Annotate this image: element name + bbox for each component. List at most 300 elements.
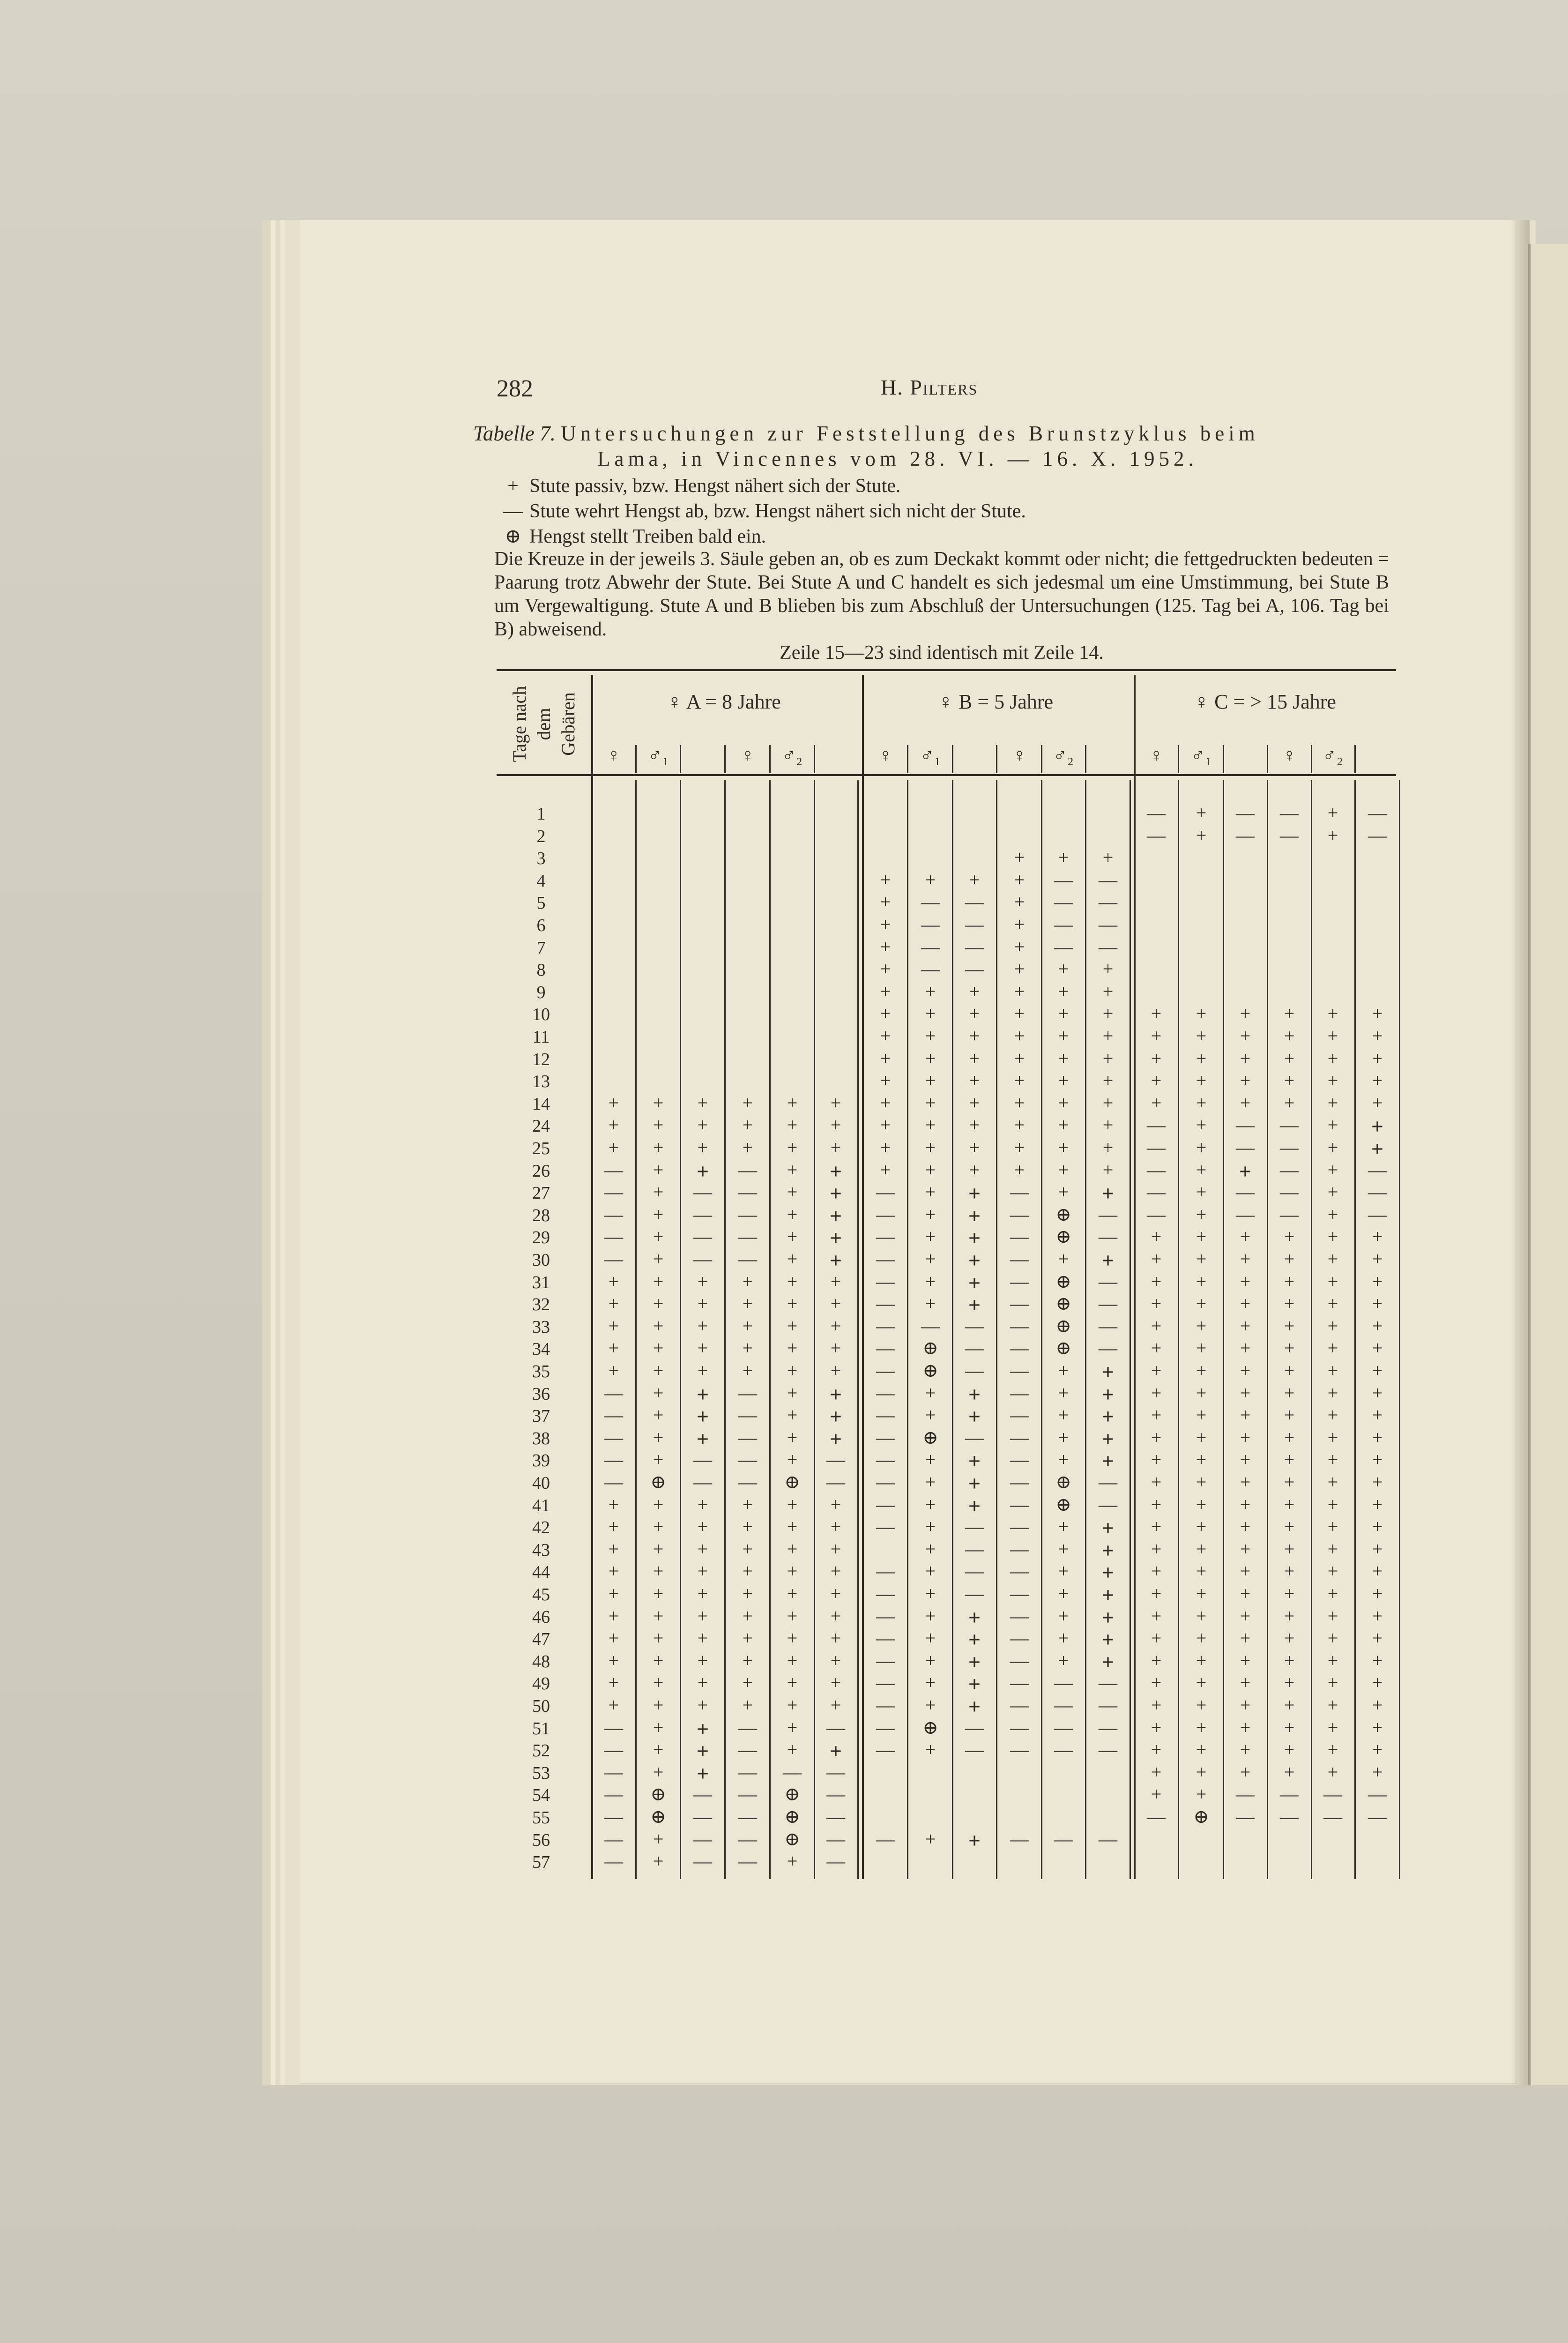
table-cell: — <box>876 1203 895 1225</box>
table-cell: + <box>787 1851 798 1872</box>
table-cell: + <box>1014 958 1025 980</box>
row-day-label: 29 <box>532 1228 550 1248</box>
table-cell: + <box>1151 1761 1162 1783</box>
facing-page-edge <box>1528 244 1568 2085</box>
table-cell: + <box>1058 1449 1069 1470</box>
table-cell: + <box>697 1694 708 1716</box>
row-day-label: 52 <box>532 1741 550 1761</box>
table-cell: — <box>965 914 984 935</box>
column-subheader: ♀ <box>741 745 755 766</box>
table-cell: + <box>697 1114 708 1136</box>
table-cell: + <box>1102 1114 1114 1136</box>
table-cell: + <box>968 1248 981 1272</box>
table-cell: + <box>1196 1025 1207 1046</box>
table-cell: + <box>608 1649 619 1671</box>
table-cell: — <box>604 1739 623 1761</box>
table-cell: + <box>880 1092 891 1113</box>
table-cell: + <box>742 1583 753 1604</box>
row-day-label: 49 <box>532 1674 550 1694</box>
row-day-label: 44 <box>532 1562 550 1582</box>
row-day-label: 31 <box>532 1272 550 1292</box>
subheader-separator <box>635 745 637 773</box>
column-subheader: ♀ <box>1282 745 1296 766</box>
table-cell: + <box>653 1382 664 1403</box>
row-day-label: 13 <box>532 1072 550 1092</box>
caption-label: Tabelle 7. <box>473 422 556 445</box>
column-line <box>635 780 637 1879</box>
table-cell: — <box>1236 1806 1255 1827</box>
table-cell: + <box>925 1070 936 1091</box>
row-day-label: 53 <box>532 1763 550 1783</box>
table-cell: — <box>1010 1828 1029 1850</box>
table-cell: + <box>925 1516 936 1537</box>
table-cell: + <box>969 1092 980 1113</box>
table-cell: — <box>738 1761 757 1783</box>
table-cell: + <box>787 1226 798 1247</box>
table-cell: — <box>693 1806 712 1827</box>
table-cell: + <box>1372 1025 1383 1046</box>
table-cell: + <box>1284 1583 1295 1604</box>
table-cell: + <box>1058 1649 1069 1671</box>
table-cell: + <box>1014 1114 1025 1136</box>
table-cell: — <box>965 1360 984 1381</box>
table-cell: + <box>1240 1449 1251 1470</box>
table-cell: + <box>1151 1360 1162 1381</box>
table-cell: + <box>742 1538 753 1560</box>
table-cell: + <box>1372 1516 1383 1537</box>
table-cell: + <box>1101 1181 1115 1206</box>
table-cell: + <box>608 1360 619 1381</box>
table-cell: + <box>880 1003 891 1024</box>
table-cell: — <box>876 1315 895 1336</box>
table-cell: + <box>1151 1449 1162 1470</box>
table-cell: + <box>1372 1426 1383 1448</box>
table-cell: + <box>925 1226 936 1247</box>
subheader-separator <box>1178 745 1179 773</box>
table-cell: + <box>1327 1270 1338 1292</box>
table-cell: ⊕ <box>1055 1293 1071 1314</box>
table-cell: — <box>876 1248 895 1269</box>
table-cell: + <box>1102 847 1114 868</box>
table-cell: + <box>1372 1270 1383 1292</box>
table-cell: + <box>968 1828 981 1852</box>
table-cell: + <box>1151 1583 1162 1604</box>
table-cell: — <box>1010 1471 1029 1492</box>
table-cell: — <box>604 1783 623 1805</box>
table-cell: + <box>829 1159 842 1183</box>
table-cell: + <box>1240 1560 1251 1582</box>
row-header-cell <box>499 684 588 764</box>
table-cell: + <box>1372 1047 1383 1069</box>
table-cell: + <box>1284 1003 1295 1024</box>
table-cell: + <box>697 1516 708 1537</box>
table-cell: + <box>880 1114 891 1136</box>
table-cell: + <box>742 1114 753 1136</box>
table-cell: + <box>1196 1605 1207 1627</box>
table-cell: + <box>608 1538 619 1560</box>
table-cell: + <box>925 1627 936 1649</box>
table-cell: + <box>1058 1070 1069 1091</box>
table-cell: + <box>1284 1025 1295 1046</box>
table-cell: + <box>1196 1315 1207 1336</box>
table-cell: + <box>968 1672 981 1696</box>
legend-text: Hengst stellt Treiben bald ein. <box>529 526 766 547</box>
table-cell: — <box>604 1426 623 1448</box>
row-day-label: 30 <box>532 1250 550 1270</box>
table-cell: + <box>1284 1426 1295 1448</box>
table-cell: — <box>1054 914 1073 935</box>
column-subheader: ♂₁ <box>648 745 669 766</box>
table-cell: + <box>653 1226 664 1247</box>
table-cell: + <box>1240 1761 1251 1783</box>
table-cell: + <box>1327 1360 1338 1381</box>
table-cell: + <box>1101 1583 1115 1607</box>
table-cell: + <box>608 1137 619 1158</box>
table-cell: + <box>1372 1538 1383 1560</box>
table-cell: + <box>608 1493 619 1515</box>
table-cell: + <box>1327 1649 1338 1671</box>
table-cell: + <box>1101 1516 1115 1540</box>
table-cell: — <box>1099 1315 1117 1336</box>
table-cell: — <box>1147 1806 1166 1827</box>
note-text: Die Kreuze in der jeweils 3. Säule geben an, ob es zum Deckakt kommt oder nicht; die fettgedruckten bedeuten = Paarung trotz Abwehr der Stute. Bei Stute A und C handelt es sich jedesmal um eine Umstimmung, bei Stute B um Vergewaltigung. Stute A und B blieben bis zum Abschluß der Untersuchungen (125. Tag bei A, 106. Tag bei B) abweisend. <box>494 548 1389 640</box>
table-cell: + <box>1240 1337 1251 1359</box>
table-cell: + <box>653 1627 664 1649</box>
table-cell: — <box>1099 1739 1117 1761</box>
table-cell: + <box>1372 1739 1383 1761</box>
table-cell: + <box>1151 1716 1162 1738</box>
row-day-label: 35 <box>532 1362 550 1381</box>
legend <box>497 473 1387 549</box>
table-cell: ⊕ <box>650 1471 666 1492</box>
row-day-label: 34 <box>532 1339 550 1359</box>
table-cell: — <box>826 1449 845 1470</box>
table-cell: + <box>1196 1516 1207 1537</box>
table-cell: + <box>1101 1627 1115 1652</box>
table-cell: + <box>742 1360 753 1381</box>
table-cell: — <box>738 1851 757 1872</box>
table-cell: — <box>965 891 984 913</box>
legend-item <box>497 499 1387 524</box>
table-cell: — <box>1099 1293 1117 1314</box>
row-header-text: Tage nach dem Gebären <box>509 686 579 762</box>
table-cell: + <box>1372 1761 1383 1783</box>
table-cell: + <box>787 1360 798 1381</box>
table-cell: + <box>969 1137 980 1158</box>
table-cell: — <box>1099 1226 1117 1247</box>
table-cell: — <box>693 1248 712 1269</box>
table-cell: + <box>787 1114 798 1136</box>
table-cell: + <box>1372 1649 1383 1671</box>
table-cell: + <box>742 1293 753 1314</box>
table-cell: — <box>1236 1137 1255 1158</box>
table-cell: + <box>1284 1493 1295 1515</box>
table-cell: — <box>1010 1203 1029 1225</box>
table-cell: + <box>1196 1672 1207 1694</box>
table-cell: — <box>693 1783 712 1805</box>
table-cell: + <box>1372 1605 1383 1627</box>
table-cell: + <box>1327 1426 1338 1448</box>
table-cell: + <box>1102 1159 1114 1180</box>
table-cell: + <box>1284 1627 1295 1649</box>
table-cell: + <box>787 1337 798 1359</box>
table-cell: — <box>1099 1716 1117 1738</box>
table-cell: + <box>925 1025 936 1046</box>
row-day-label: 33 <box>532 1317 550 1337</box>
table-cell: — <box>1010 1382 1029 1403</box>
table-cell: + <box>1284 1449 1295 1470</box>
table-cell: — <box>826 1761 845 1783</box>
group-separator-line <box>862 675 864 1879</box>
table-cell: + <box>1240 1471 1251 1492</box>
table-cell: + <box>1151 1025 1162 1046</box>
table-cell: — <box>1236 1114 1255 1136</box>
table-cell: + <box>1101 1605 1115 1629</box>
table-cell: + <box>1240 1605 1251 1627</box>
table-cell: + <box>697 1293 708 1314</box>
table-cell: + <box>1014 1025 1025 1046</box>
subheader-separator <box>1311 745 1312 773</box>
subheader-separator <box>952 745 953 773</box>
table-cell: — <box>604 1471 623 1492</box>
table-cell: — <box>604 1248 623 1269</box>
table-cell: + <box>1284 1538 1295 1560</box>
table-cell: + <box>787 1538 798 1560</box>
gutter-shadow <box>1511 220 1530 2085</box>
table-cell: + <box>1196 1159 1207 1180</box>
table-cell: — <box>1147 824 1166 846</box>
table-cell: + <box>1196 802 1207 823</box>
table-cell: + <box>608 1605 619 1627</box>
table-cell: + <box>653 1694 664 1716</box>
table-cell: + <box>787 1739 798 1761</box>
column-line <box>680 780 681 1879</box>
table-cell: + <box>1240 1047 1251 1069</box>
table-cell: + <box>1058 1627 1069 1649</box>
table-cell: + <box>1372 1382 1383 1403</box>
table-cell: + <box>653 1739 664 1761</box>
table-cell: — <box>1010 1293 1029 1314</box>
table-cell: + <box>1284 1293 1295 1314</box>
table-cell: + <box>1196 1270 1207 1292</box>
table-cell: + <box>829 1404 842 1429</box>
table-cell: + <box>925 1605 936 1627</box>
table-cell: + <box>1284 1560 1295 1582</box>
table-cell: — <box>965 1315 984 1336</box>
table-cell: — <box>1010 1315 1029 1336</box>
table-cell: + <box>1327 1605 1338 1627</box>
table-cell: + <box>787 1583 798 1604</box>
table-cell: + <box>608 1583 619 1604</box>
table-cell: + <box>1151 1226 1162 1247</box>
row-day-label: 42 <box>532 1518 550 1538</box>
table-cell: — <box>965 1739 984 1761</box>
table-cell: + <box>1371 1114 1384 1139</box>
table-cell: + <box>1101 1360 1115 1384</box>
table-cell: + <box>1327 1070 1338 1091</box>
table-cell: — <box>921 958 940 980</box>
subheader-separator <box>814 745 815 773</box>
table-cell: + <box>1151 1404 1162 1426</box>
table-cell: + <box>697 1337 708 1359</box>
table-cell: + <box>1014 914 1025 935</box>
table-cell: + <box>829 1203 842 1228</box>
column-line <box>1130 780 1131 1879</box>
table-cell: + <box>1196 1649 1207 1671</box>
table-cell: — <box>1280 1137 1299 1158</box>
table-cell: + <box>1284 1605 1295 1627</box>
table-cell: + <box>880 914 891 935</box>
table-cell: + <box>925 1649 936 1671</box>
column-subheader: ♂₁ <box>1191 745 1211 766</box>
table-cell: + <box>653 1293 664 1314</box>
table-cell: + <box>1240 1315 1251 1336</box>
table-cell: + <box>742 1337 753 1359</box>
table-cell: + <box>1240 1583 1251 1604</box>
table-cell: — <box>1280 1114 1299 1136</box>
table-cell: — <box>738 1181 757 1203</box>
table-cell: + <box>1014 1003 1025 1024</box>
table-cell: ⊕ <box>1055 1270 1071 1292</box>
table-cell: + <box>1196 1092 1207 1113</box>
table-cell: — <box>604 1382 623 1403</box>
page-number: 282 <box>497 375 533 402</box>
table-cell: + <box>653 1672 664 1694</box>
table-cell: + <box>830 1493 841 1515</box>
table-cell: + <box>1196 1583 1207 1604</box>
column-line <box>996 780 997 1879</box>
table-cell: + <box>1102 1070 1114 1091</box>
table-cell: + <box>1196 1449 1207 1470</box>
table-cell: + <box>1102 958 1114 980</box>
column-line <box>907 780 908 1879</box>
table-cell: + <box>1372 1337 1383 1359</box>
row-day-label: 8 <box>536 960 546 980</box>
table-cell: + <box>787 1627 798 1649</box>
table-cell: ⊕ <box>922 1360 938 1381</box>
table-cell: — <box>604 1806 623 1827</box>
table-cell: — <box>1010 1627 1029 1649</box>
table-cell: + <box>1058 980 1069 1002</box>
row-day-label: 11 <box>532 1027 550 1047</box>
table-cell: + <box>1014 1070 1025 1091</box>
table-cell: + <box>880 891 891 913</box>
table-cell: + <box>787 1716 798 1738</box>
table-cell: + <box>1327 1181 1338 1203</box>
table-cell: + <box>1327 1003 1338 1024</box>
table-cell: — <box>738 1159 757 1180</box>
table-cell: + <box>1240 1003 1251 1024</box>
table-header-rule <box>497 774 1396 776</box>
table-cell: — <box>876 1226 895 1247</box>
table-cell: + <box>968 1493 981 1518</box>
table-cell: + <box>608 1270 619 1292</box>
column-line <box>1085 780 1086 1879</box>
table-cell: + <box>1151 1047 1162 1069</box>
table-cell: + <box>696 1404 709 1429</box>
table-cell: + <box>880 1070 891 1091</box>
table-cell: + <box>608 1114 619 1136</box>
table-cell: — <box>738 1203 757 1225</box>
table-cell: — <box>1010 1716 1029 1738</box>
table-cell: + <box>1372 1248 1383 1269</box>
table-cell: + <box>1372 1583 1383 1604</box>
table-cell: + <box>1014 1137 1025 1158</box>
table-cell: + <box>1196 1627 1207 1649</box>
table-cell: — <box>965 1538 984 1560</box>
table-cell: — <box>738 1471 757 1492</box>
table-cell: + <box>1372 1360 1383 1381</box>
table-cell: + <box>1372 1672 1383 1694</box>
table-cell: + <box>697 1270 708 1292</box>
table-cell: — <box>1147 1137 1166 1158</box>
row-day-label: 57 <box>532 1852 550 1873</box>
table-cell: — <box>826 1783 845 1805</box>
table-cell: + <box>1327 1226 1338 1247</box>
table-cell: — <box>1054 869 1073 890</box>
table-cell: + <box>925 1739 936 1761</box>
row-day-label: 14 <box>532 1094 550 1114</box>
table-cell: + <box>925 1493 936 1515</box>
table-cell: — <box>1099 891 1117 913</box>
table-cell: + <box>1284 1739 1295 1761</box>
table-cell: + <box>1196 1293 1207 1314</box>
table-cell: — <box>876 1516 895 1537</box>
table-cell: — <box>1010 1516 1029 1537</box>
table-cell: + <box>925 1404 936 1426</box>
table-cell: + <box>697 1583 708 1604</box>
legend-symbol: + <box>507 475 519 497</box>
table-cell: + <box>653 1337 664 1359</box>
row-day-label: 48 <box>532 1651 550 1671</box>
table-cell: + <box>1284 1694 1295 1716</box>
table-cell: + <box>1058 1605 1069 1627</box>
table-cell: — <box>738 1739 757 1761</box>
table-cell: — <box>738 1248 757 1269</box>
table-cell: + <box>1327 1382 1338 1403</box>
row-day-label: 46 <box>532 1607 550 1627</box>
table-cell: + <box>1151 1003 1162 1024</box>
table-cell: + <box>697 1137 708 1158</box>
table-cell: — <box>1010 1270 1029 1292</box>
table-cell: + <box>787 1159 798 1180</box>
table-cell: — <box>965 1583 984 1604</box>
table-cell: — <box>1323 1783 1342 1805</box>
table-cell: + <box>1327 1516 1338 1537</box>
table-cell: + <box>742 1694 753 1716</box>
table-cell: + <box>1151 1538 1162 1560</box>
table-cell: + <box>1101 1538 1115 1562</box>
table-cell: + <box>968 1293 981 1317</box>
table-cell: + <box>1372 1404 1383 1426</box>
table-cell: + <box>1196 1248 1207 1269</box>
table-cell: + <box>1196 1560 1207 1582</box>
table-cell: + <box>653 1114 664 1136</box>
table-cell: + <box>1240 1070 1251 1091</box>
table-cell: + <box>969 1003 980 1024</box>
running-head: H. Pilters <box>881 375 978 399</box>
table-cell: — <box>693 1181 712 1203</box>
table-cell: — <box>1010 1583 1029 1604</box>
table-cell: — <box>1147 1114 1166 1136</box>
table-cell: + <box>696 1382 709 1406</box>
column-group-header: ♀ A = 8 Jahre <box>667 690 781 713</box>
table-cell: — <box>738 1783 757 1805</box>
table-cell: + <box>969 869 980 890</box>
table-cell: — <box>604 1226 623 1247</box>
table-cell: — <box>1010 1449 1029 1470</box>
table-cell: + <box>1102 1137 1114 1158</box>
